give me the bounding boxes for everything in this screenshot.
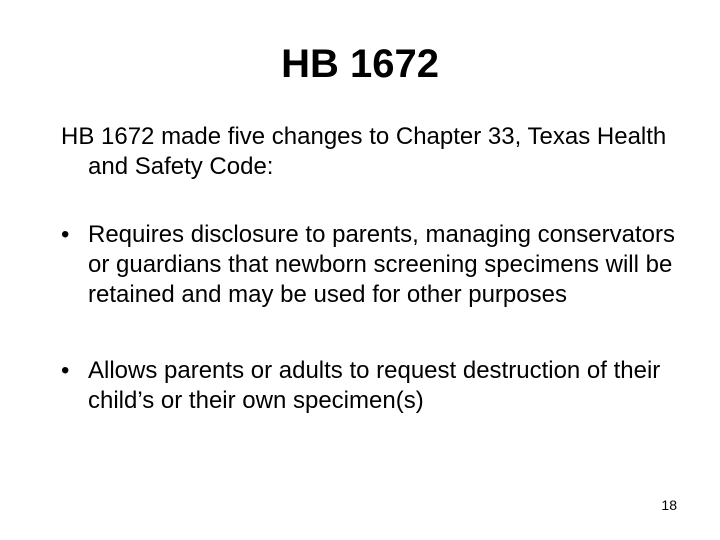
slide-title: HB 1672 (281, 42, 439, 86)
bullet-text: Allows parents or adults to request destruction of their child’s or their own specimen(s) (88, 357, 661, 414)
page-number: 18 (661, 497, 677, 513)
bullet-icon: • (61, 221, 70, 248)
bullet-icon: • (61, 357, 70, 384)
intro-text: HB 1672 made five changes to Chapter 33, Texas Health and Safety Code: (61, 123, 667, 180)
bullet-item-destruction (61, 356, 681, 416)
bullet-list (61, 220, 681, 416)
bullet-item-disclosure (61, 220, 681, 310)
bullet-text: Requires disclosure to parents, managing conservators or guardians that newborn screening specimens will be retained and may be used for other purposes (88, 221, 675, 308)
